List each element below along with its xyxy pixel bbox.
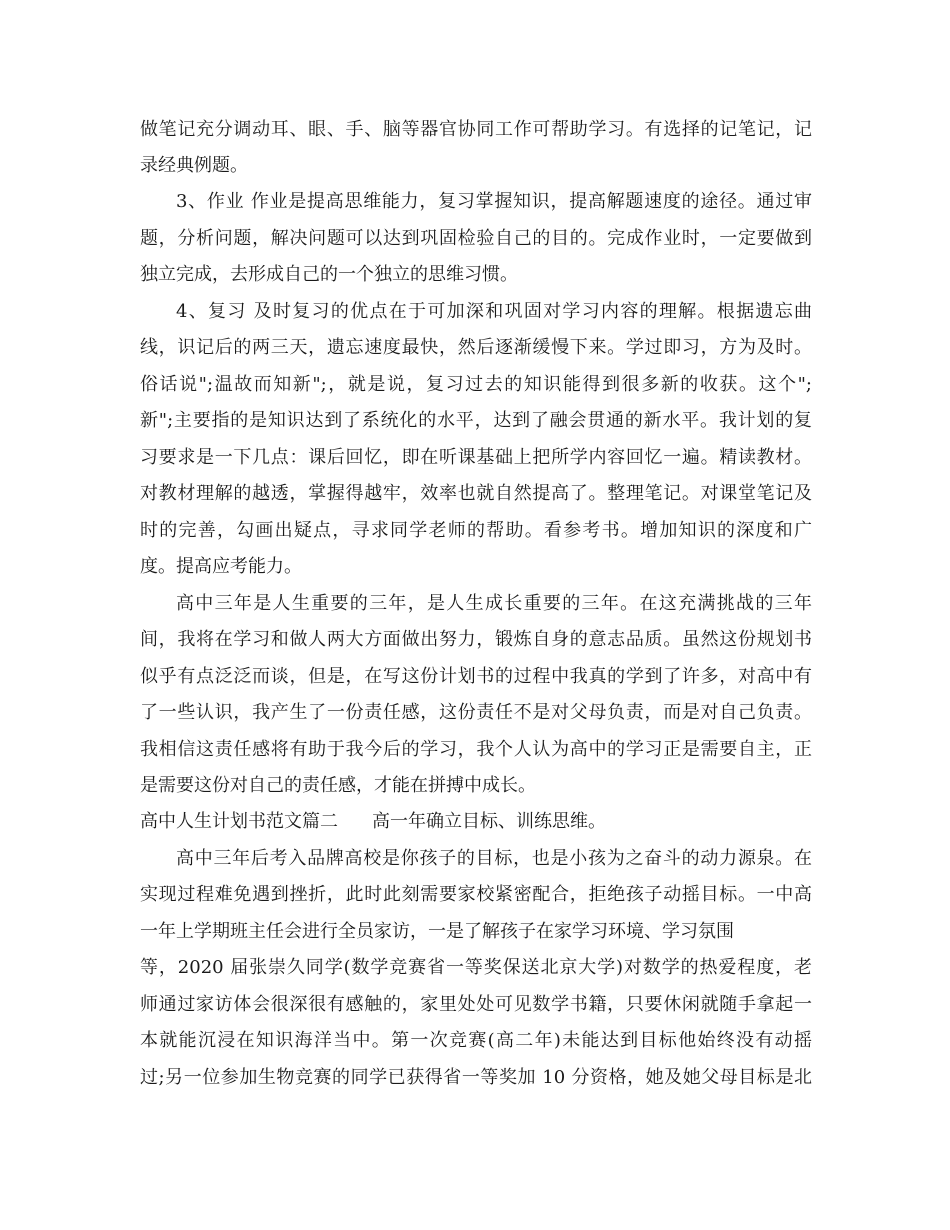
text-line: 等，2020 届张崇久同学(数学竞赛省一等奖保送北京大学)对数学的热爱程度，老 bbox=[140, 957, 812, 978]
text-line: 俗话说";温故而知新";，就是说，复习过去的知识能得到很多新的收获。这个"; bbox=[140, 374, 812, 395]
text-line: 4、复习 及时复习的优点在于可加深和巩固对学习内容的理解。根据遗忘曲 bbox=[176, 301, 812, 322]
text-line: 线，识记后的两三天，遗忘速度最快，然后逐渐缓慢下来。学过即习，方为及时。 bbox=[140, 337, 812, 358]
text-line: 习要求是一下几点：课后回忆，即在听课基础上把所学内容回忆一遍。精读教材。 bbox=[140, 447, 812, 468]
text-line: 对教材理解的越透，掌握得越牢，效率也就自然提高了。整理笔记。对课堂笔记及 bbox=[140, 483, 812, 504]
text-line: 高中三年是人生重要的三年，是人生成长重要的三年。在这充满挑战的三年 bbox=[176, 593, 812, 614]
text-line: 我相信这责任感将有助于我今后的学习，我个人认为高中的学习正是需要自主，正 bbox=[140, 739, 812, 760]
text-line: 高中三年后考入品牌高校是你孩子的目标，也是小孩为之奋斗的动力源泉。在 bbox=[176, 848, 812, 869]
text-line: 时的完善，勾画出疑点，寻求同学老师的帮助。看参考书。增加知识的深度和广 bbox=[140, 520, 812, 541]
text-line: 间，我将在学习和做人两大方面做出努力，锻炼自身的意志品质。虽然这份规划书 bbox=[140, 629, 812, 650]
text-line: 做笔记充分调动耳、眼、手、脑等器官协同工作可帮助学习。有选择的记笔记，记 bbox=[140, 119, 812, 140]
text-line: 一年上学期班主任会进行全员家访，一是了解孩子在家学习环境、学习氛围 bbox=[140, 921, 734, 942]
text-line: 是需要这份对自己的责任感，才能在拼搏中成长。 bbox=[140, 775, 536, 796]
text-line: 3、作业 作业是提高思维能力，复习掌握知识，提高解题速度的途径。通过审 bbox=[176, 191, 812, 212]
heading-subtitle: 高一年确立目标、训练思维。 bbox=[372, 811, 606, 832]
text-line: 新";主要指的是知识达到了系统化的水平，达到了融会贯通的新水平。我计划的复 bbox=[140, 410, 812, 431]
text-line: 录经典例题。 bbox=[140, 155, 248, 176]
text-line: 题，分析问题，解决问题可以达到巩固检验自己的目的。完成作业时，一定要做到 bbox=[140, 228, 812, 249]
text-line: 师通过家访体会很深很有感触的，家里处处可见数学书籍，只要休闲就随手拿起一 bbox=[140, 994, 812, 1015]
text-line: 度。提高应考能力。 bbox=[140, 556, 302, 577]
text-line: 似乎有点泛泛而谈，但是，在写这份计划书的过程中我真的学到了许多，对高中有 bbox=[140, 666, 812, 687]
text-line: 了一些认识，我产生了一份责任感，这份责任不是对父母负责，而是对自己负责。 bbox=[140, 702, 812, 723]
text-line: 过;另一位参加生物竞赛的同学已获得省一等奖加 10 分资格，她及她父母目标是北 bbox=[140, 1067, 812, 1088]
section-heading bbox=[140, 810, 606, 834]
text-line: 独立完成，去形成自己的一个独立的思维习惯。 bbox=[140, 264, 518, 285]
text-line: 本就能沉浸在知识海洋当中。第一次竞赛(高二年)未能达到目标他始终没有动摇 bbox=[140, 1030, 812, 1051]
text-line: 实现过程难免遇到挫折，此时此刻需要家校紧密配合，拒绝孩子动摇目标。一中高 bbox=[140, 884, 812, 905]
heading-title: 高中人生计划书范文篇二 bbox=[140, 811, 338, 832]
